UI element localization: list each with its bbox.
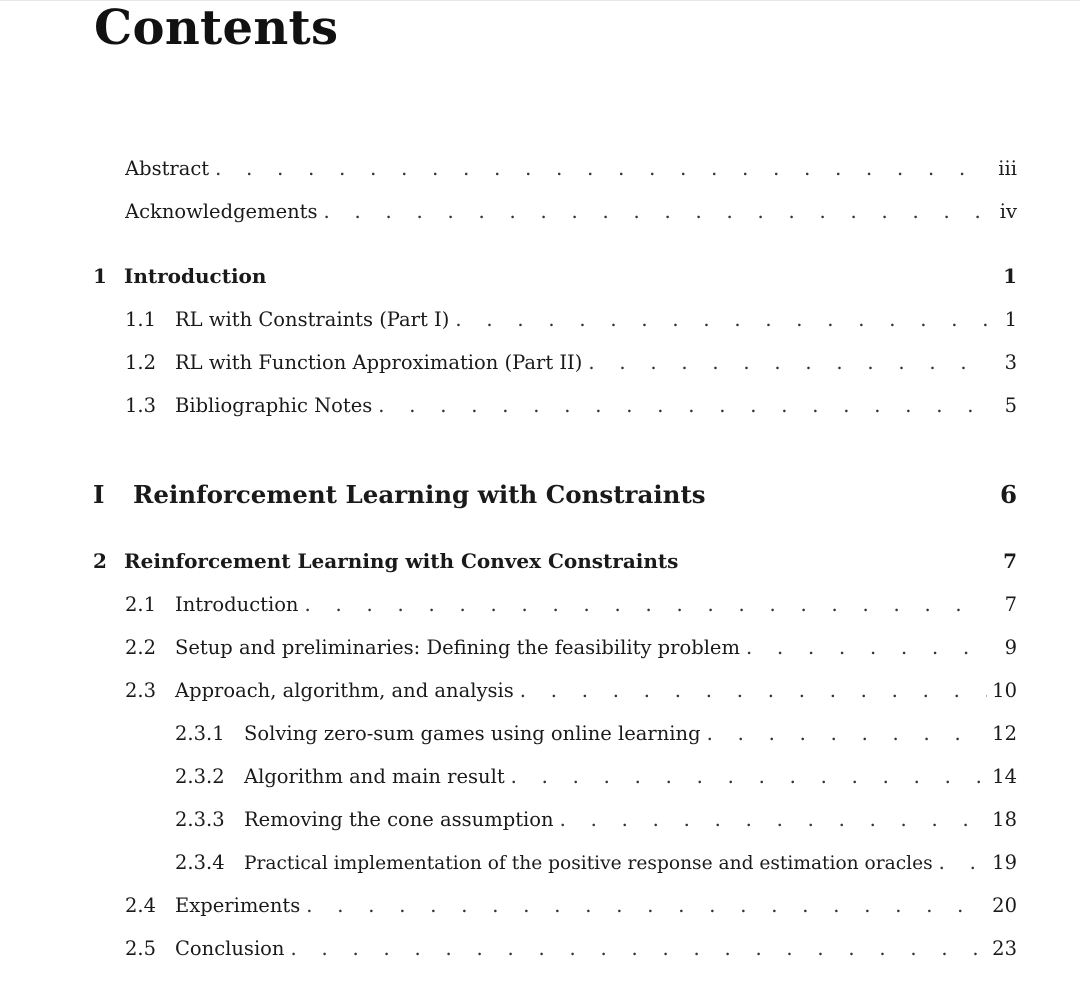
dot-leader: [554, 805, 987, 835]
dot-leader: [284, 934, 987, 964]
toc-entry-label: Acknowledgements: [125, 200, 318, 223]
subsection-number: 2.3.4: [175, 851, 225, 874]
section-number: 2.5: [125, 937, 157, 960]
section-label: RL with Function Approximation (Part II): [175, 351, 583, 374]
toc-part-1[interactable]: [93, 475, 1017, 515]
section-page: 7: [1004, 593, 1017, 616]
dot-leader: [449, 305, 987, 335]
dot-leader: [209, 154, 987, 184]
dot-leader: [701, 719, 987, 749]
toc-chapter-1[interactable]: [93, 261, 1017, 291]
chapter-page: 7: [1003, 549, 1017, 573]
section-label: Setup and preliminaries: Defining the feasibility problem: [175, 636, 740, 659]
section-label: Conclusion: [175, 937, 285, 960]
toc-section-1-1[interactable]: [125, 305, 1017, 335]
subsection-label: Practical implementation of the positive response and estimation oracles: [244, 853, 933, 874]
dot-leader: [318, 197, 987, 227]
subsection-page: 19: [992, 851, 1017, 874]
toc-entry-page: iii: [998, 157, 1017, 180]
toc-section-2-5[interactable]: [125, 934, 1017, 964]
section-label: Bibliographic Notes: [175, 394, 373, 417]
dot-leader: [514, 676, 987, 706]
toc-section-1-2[interactable]: [125, 348, 1017, 378]
subsection-number: 2.3.2: [175, 765, 225, 788]
part-label: Reinforcement Learning with Constraints: [133, 480, 706, 509]
toc-section-2-4[interactable]: [125, 891, 1017, 921]
section-page: 10: [992, 679, 1017, 702]
section-page: 20: [992, 894, 1017, 917]
dot-leader: [933, 848, 987, 878]
toc-entry-acknowledgements[interactable]: [125, 197, 1017, 227]
toc-chapter-2[interactable]: [93, 546, 1017, 576]
subsection-page: 14: [992, 765, 1017, 788]
section-label: Introduction: [175, 593, 299, 616]
dot-leader: [582, 348, 987, 378]
subsection-page: 18: [992, 808, 1017, 831]
toc-subsection-2-3-3[interactable]: [175, 805, 1017, 835]
chapter-page: 1: [1003, 264, 1017, 288]
section-number: 2.2: [125, 636, 157, 659]
toc-section-2-2[interactable]: [125, 633, 1017, 663]
section-page: 5: [1004, 394, 1017, 417]
dot-leader: [299, 590, 988, 620]
section-number: 2.4: [125, 894, 157, 917]
section-number: 1.1: [125, 308, 157, 331]
subsection-number: 2.3.3: [175, 808, 225, 831]
page-title: Contents: [94, 0, 339, 56]
section-page: 23: [992, 937, 1017, 960]
chapter-label: Reinforcement Learning with Convex Constraints: [124, 549, 679, 573]
part-page: 6: [999, 480, 1017, 509]
chapter-number: 1: [93, 264, 107, 288]
dot-leader: [300, 891, 987, 921]
section-label: Experiments: [175, 894, 301, 917]
toc-section-1-3[interactable]: [125, 391, 1017, 421]
toc-subsection-2-3-1[interactable]: [175, 719, 1017, 749]
dot-leader: [505, 762, 987, 792]
section-page: 1: [1004, 308, 1017, 331]
toc-subsection-2-3-4[interactable]: [175, 848, 1017, 878]
dot-leader: [372, 391, 987, 421]
toc-section-2-3[interactable]: [125, 676, 1017, 706]
section-label: RL with Constraints (Part I): [175, 308, 450, 331]
chapter-label: Introduction: [124, 264, 267, 288]
section-page: 9: [1004, 636, 1017, 659]
toc-subsection-2-3-2[interactable]: [175, 762, 1017, 792]
subsection-label: Algorithm and main result: [244, 765, 505, 788]
dot-leader: [740, 633, 987, 663]
toc-section-2-1[interactable]: [125, 590, 1017, 620]
toc-entry-abstract[interactable]: [125, 154, 1017, 184]
chapter-number: 2: [93, 549, 107, 573]
part-number: I: [93, 480, 105, 509]
section-number: 1.3: [125, 394, 157, 417]
section-label: Approach, algorithm, and analysis: [175, 679, 514, 702]
section-number: 2.3: [125, 679, 157, 702]
section-number: 2.1: [125, 593, 157, 616]
section-page: 3: [1004, 351, 1017, 374]
subsection-number: 2.3.1: [175, 722, 225, 745]
section-number: 1.2: [125, 351, 157, 374]
subsection-label: Removing the cone assumption: [244, 808, 554, 831]
subsection-label: Solving zero-sum games using online learning: [244, 722, 701, 745]
toc-entry-label: Abstract: [125, 157, 210, 180]
subsection-page: 12: [992, 722, 1017, 745]
toc-entry-page: iv: [999, 200, 1017, 223]
